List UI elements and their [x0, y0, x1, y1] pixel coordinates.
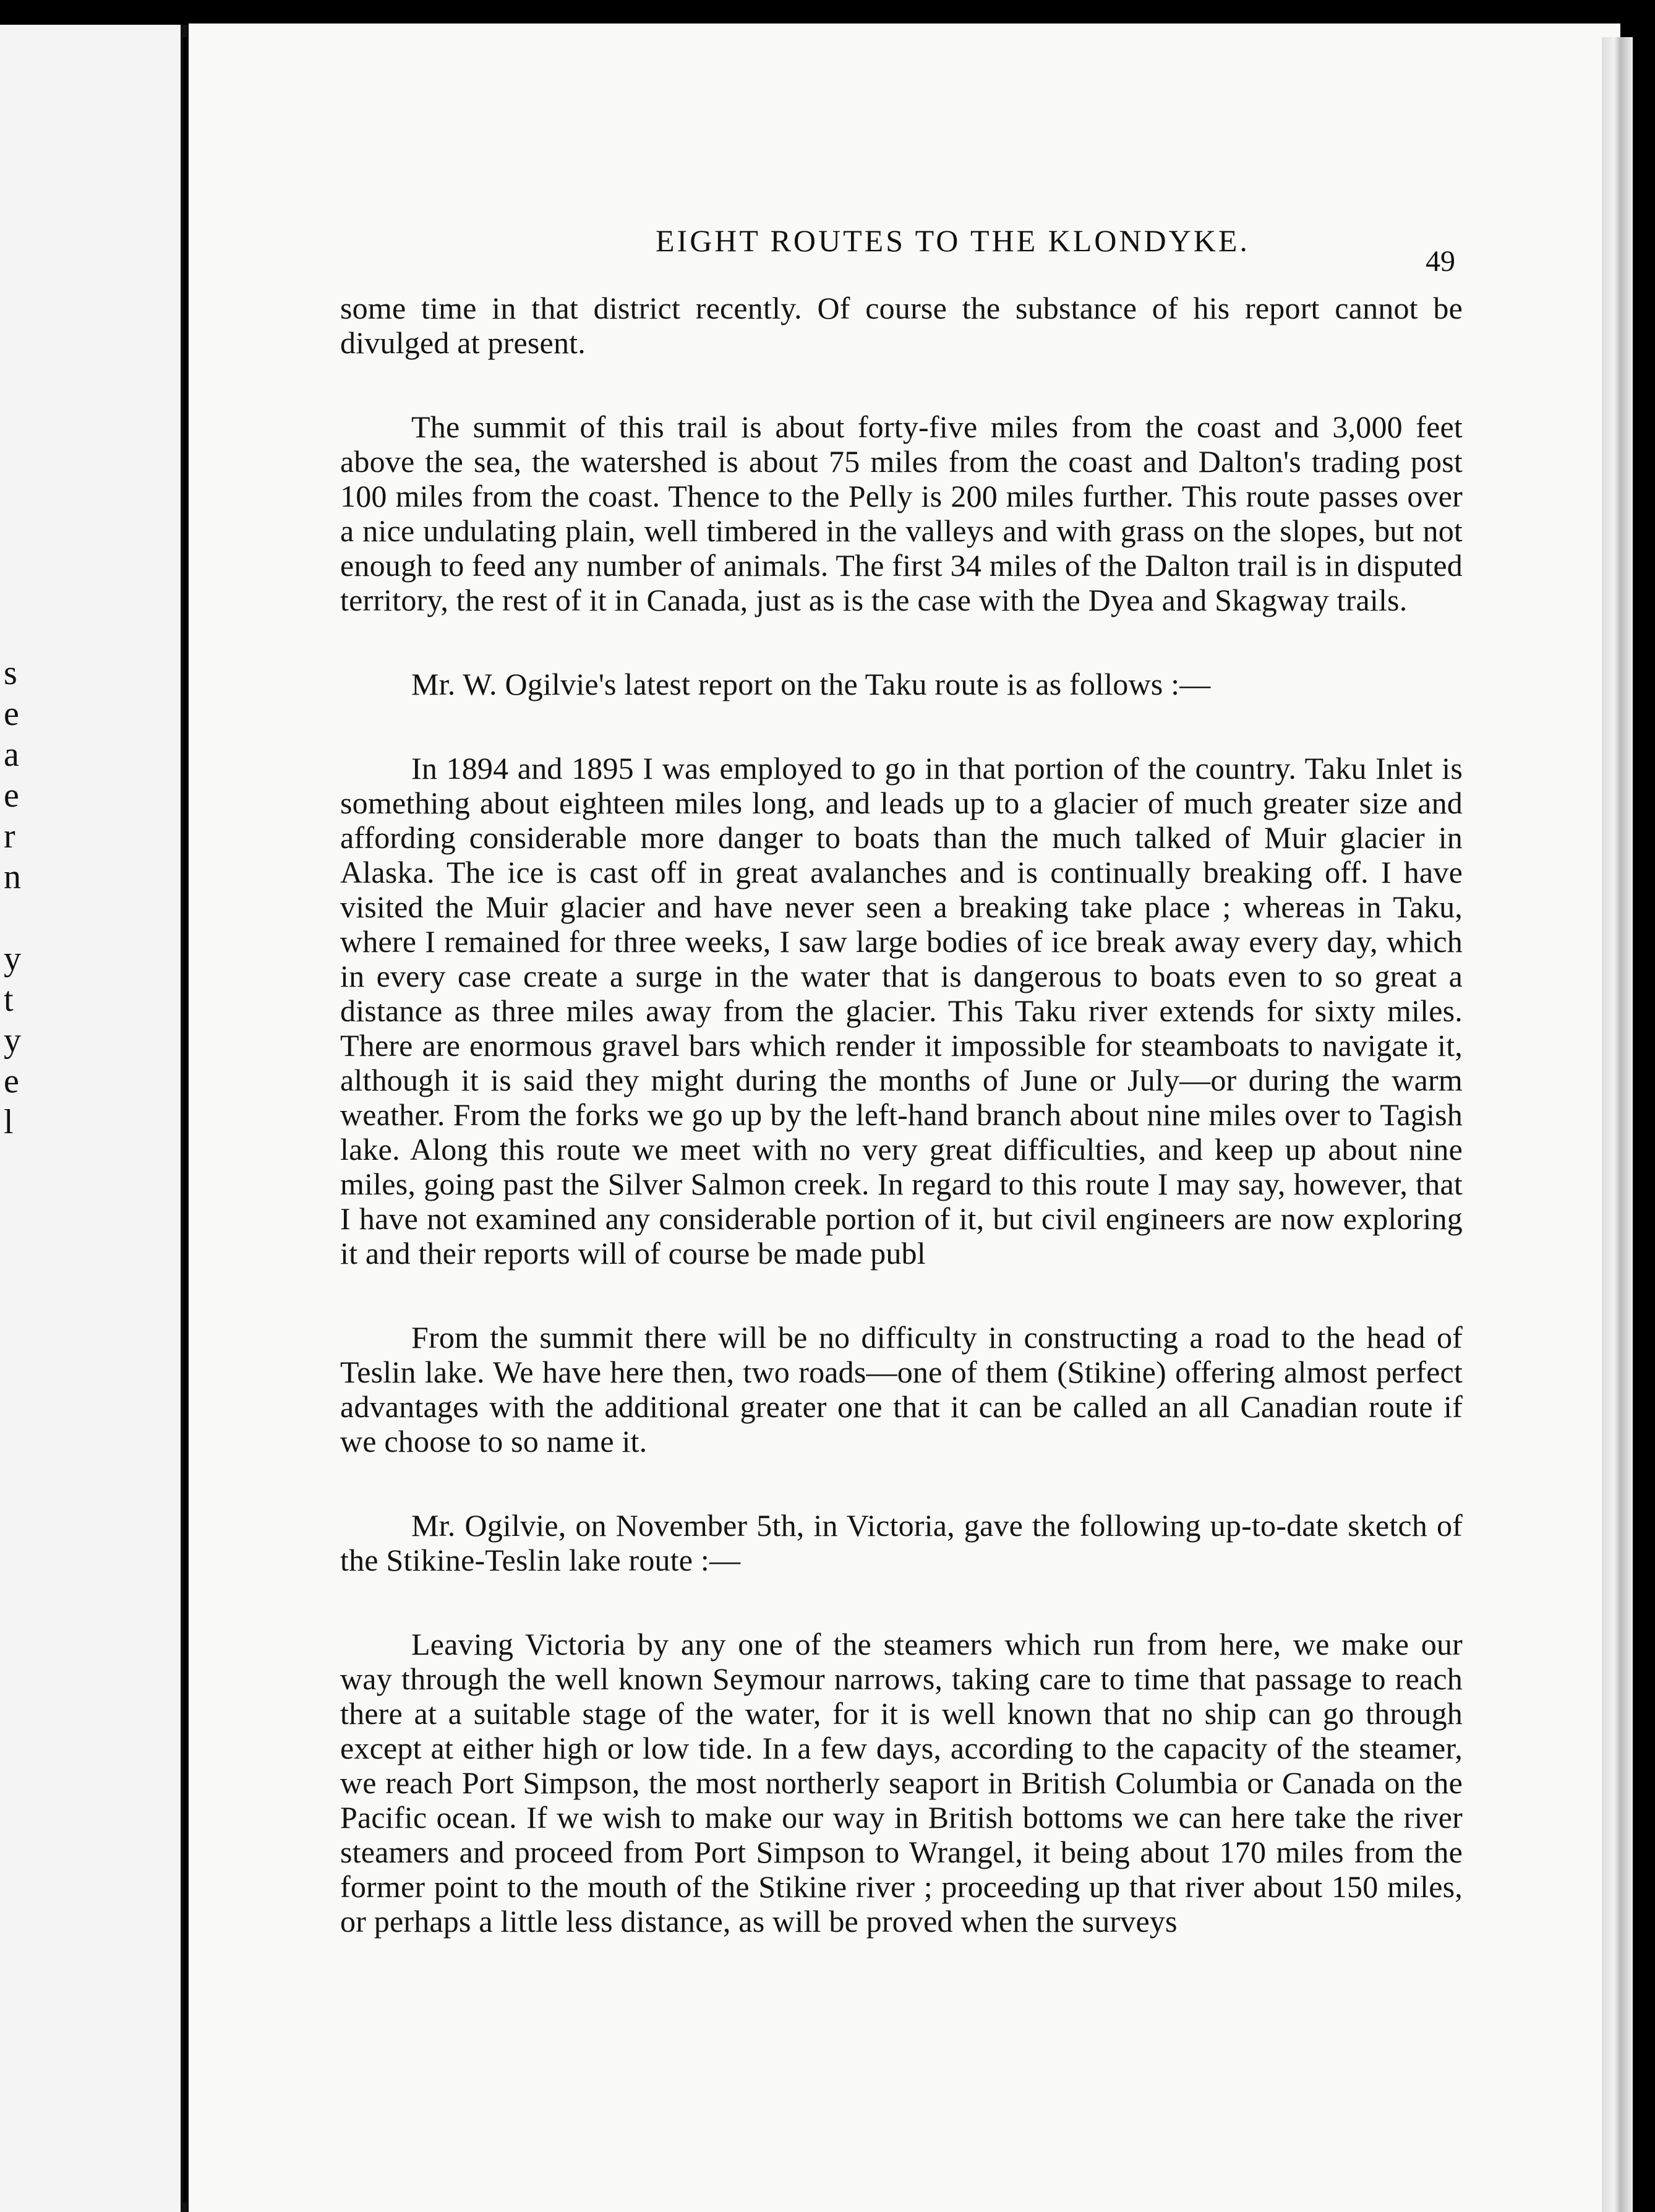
fragment-char — [4, 898, 22, 938]
running-head: EIGHT ROUTES TO THE KLONDYKE. — [656, 223, 1250, 258]
body-text — [340, 291, 1463, 1939]
facing-page — [0, 25, 186, 2212]
fragment-char: y — [4, 1021, 21, 1060]
fragment-char: e — [4, 1062, 19, 1100]
fragment-char: e — [4, 695, 19, 733]
fragment-char: l — [4, 1103, 14, 1141]
fragment-char: a — [4, 735, 19, 774]
paragraph: Leaving Victoria by any one of the steamers which run from here, we make our way through the well known Seymour narrows, taking care to time that passage to reach there at a suitable stage of the water, for it is well known that no ship can go through except at either high or low tide. In a few days, according to the capacity of the steamer, we reach Port Simpson, the most northerly seaport in British Columbia or Canada on the Pacific ocean. If we wish to make our way in British bottoms we can here take the river steamers and proceed from Port Simpson to Wrangel, it being about 170 miles from the former point to the mouth of the Stikine river ; proceeding up that river about 150 miles, or perhaps a little less distance, as will be proved when the surveys — [340, 1627, 1463, 1939]
paragraph: From the summit there will be no difficulty in constructing a road to the head of Teslin lake. We have here then, two roads—one of them (Stikine) offering almost perfect advantages with the additional greater one that it can be called an all Canadian route if we choose to so name it. — [340, 1320, 1463, 1459]
fragment-char: n — [4, 858, 21, 896]
paragraph: Mr. Ogilvie, on November 5th, in Victoria, gave the following up-to-date sketch of the Stikine-Teslin lake route :— — [340, 1508, 1463, 1577]
fragment-char: s — [4, 654, 17, 692]
paragraph: Mr. W. Ogilvie's latest report on the Taku route is as follows :— — [411, 667, 1211, 701]
paragraph: some time in that district recently. Of course the substance of his report cannot be divulged at present. — [340, 291, 1463, 360]
fragment-char: t — [4, 980, 14, 1019]
gutter-ink-line — [183, 37, 187, 2202]
paragraph: In 1894 and 1895 I was employed to go in that portion of the country. Taku Inlet is something about eighteen miles long, and leads up to a glacier of much greater size and affording considerable more danger to boats than the much talked of Muir glacier in Alaska. The ice is cast off in great avalanches and is continually breaking off. I have visited the Muir glacier and have never seen a breaking take place ; whereas in Taku, where I remained for three weeks, I saw large bodies of ice break away every day, which in every case create a surge in the water that is dangerous to boats even to so great a distance as three miles away from the glacier. This Taku river extends for sixty miles. There are enormous gravel bars which render it impossible for steamboats to navigate it, although it is said they might during the months of June or July—or during the warm weather. From the forks we go up by the left-hand branch about nine miles over to Tagish lake. Along this route we meet with no very great difficulties, and keep up about nine miles, going past the Silver Salmon creek. In regard to this route I may say, however, that I have not examined any considerable portion of it, but civil engineers are now exploring it and their reports will of course be made publ — [340, 751, 1463, 1271]
page-number: 49 — [1426, 245, 1455, 278]
page-edge-stack — [1602, 37, 1633, 2212]
fragment-char: r — [4, 817, 15, 855]
paragraph: The summit of this trail is about forty-five miles from the coast and 3,000 feet above the sea, the watershed is about 75 miles from the coast and Dalton's trading post 100 miles from the coast. Thence to the Pelly is 200 miles further. This route passes over a nice undulating plain, well timbered in the valleys and with grass on the slopes, but not enough to feed any number of animals. The first 34 miles of the Dalton trail is in disputed territory, the rest of it in Canada, just as is the case with the Dyea and Skagway trails. — [340, 409, 1463, 617]
fragment-char: y — [4, 940, 21, 978]
facing-page-text-fragments — [4, 653, 22, 1142]
fragment-char: e — [4, 776, 19, 815]
